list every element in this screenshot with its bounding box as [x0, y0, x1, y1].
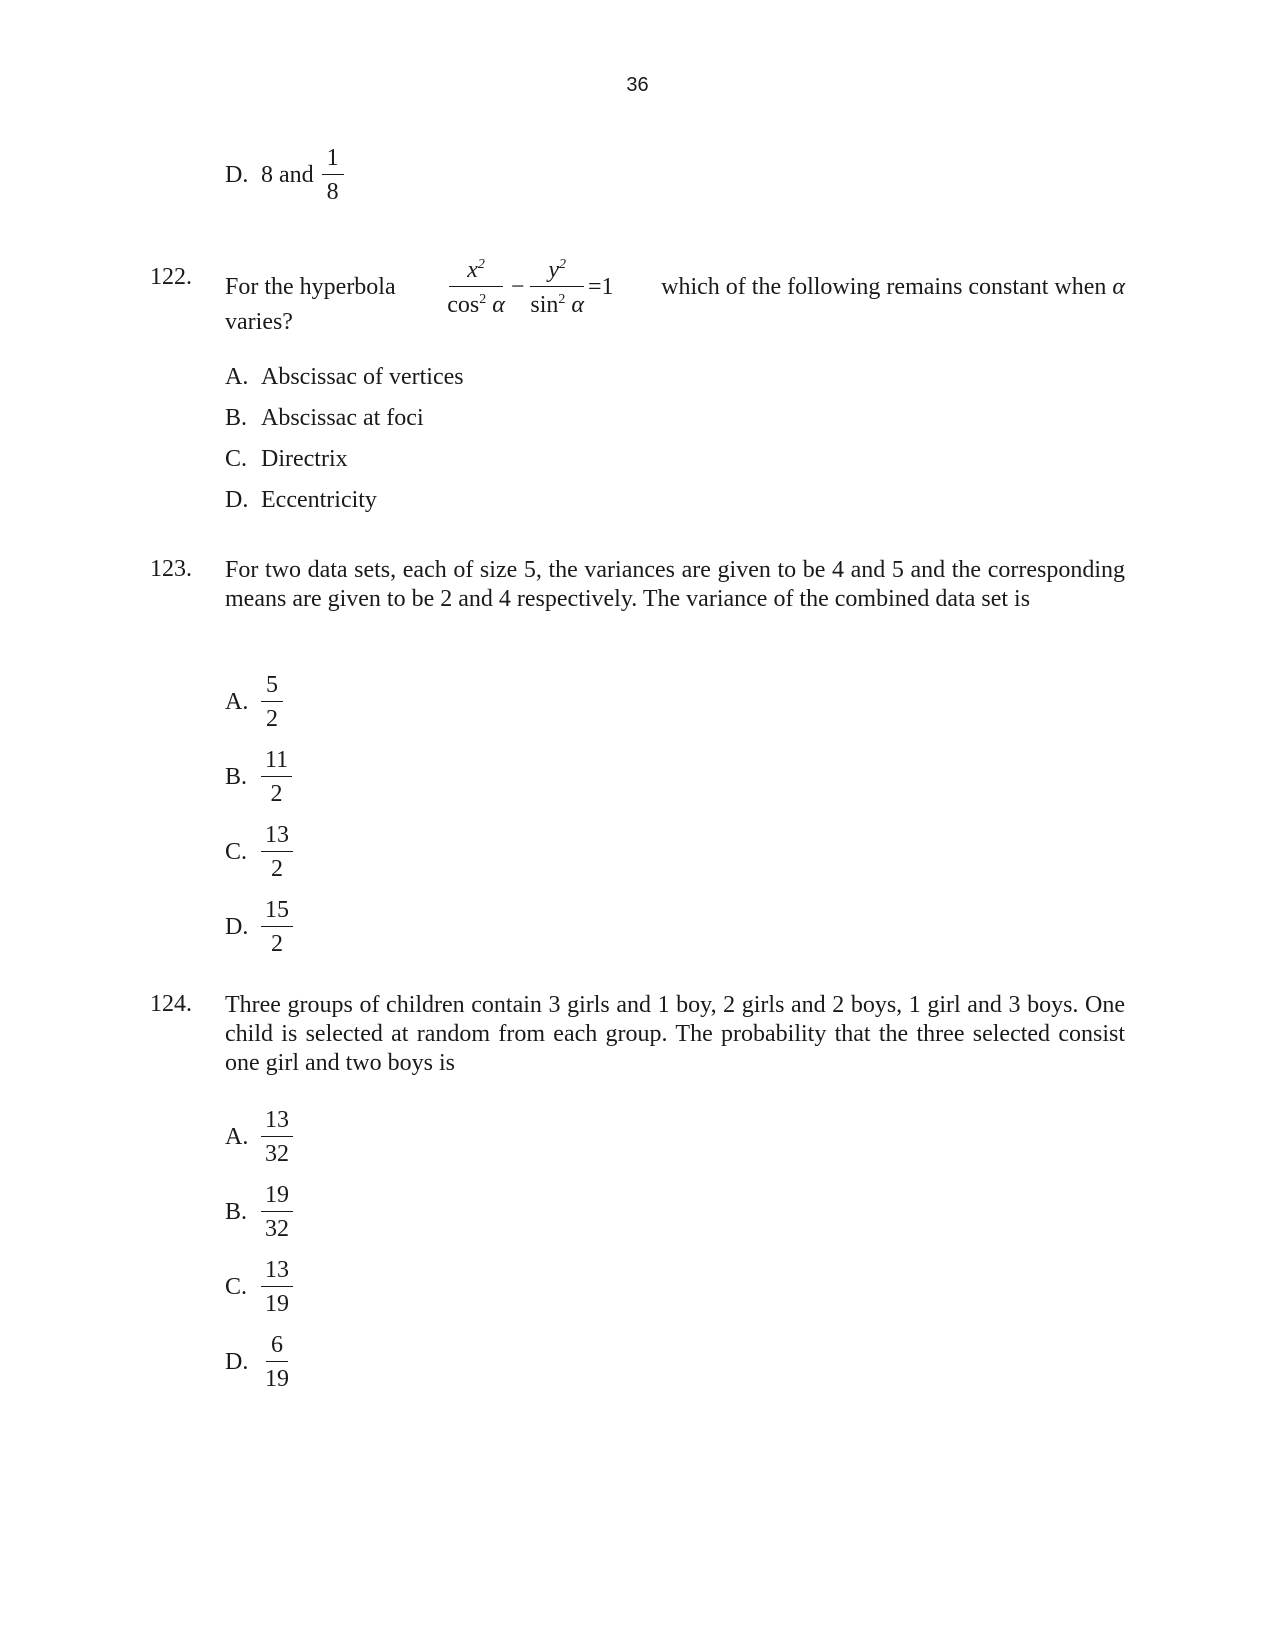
fraction-numerator: 1 [322, 146, 344, 175]
fraction-denominator: $\sin^2 \alpha$ [530, 292, 584, 318]
fraction-denominator: 19 [265, 1366, 289, 1392]
option-letter: A. [225, 1123, 249, 1150]
option-fraction [261, 898, 293, 956]
fraction-denominator: $\cos^2 \alpha$ [447, 292, 505, 318]
option-text: 8 and [261, 161, 314, 188]
question-number-122: 122. [150, 264, 192, 290]
fraction-denominator: 8 [326, 179, 339, 205]
equation-rhs: =1 [588, 274, 614, 300]
option-fraction [261, 1183, 293, 1241]
option-letter: C. [225, 446, 248, 472]
fraction-numerator: 6 [266, 1333, 288, 1362]
page-number: 36 [626, 74, 649, 96]
q123-option-a [225, 673, 283, 731]
hyperbola-equation [443, 258, 613, 317]
prev-option-d [225, 146, 344, 204]
fraction-numerator: 13 [261, 1108, 293, 1137]
option-letter: D. [225, 1348, 249, 1375]
option-text: Abscissac at foci [261, 405, 424, 431]
q124-option-c [225, 1258, 293, 1316]
option-text: Directrix [261, 446, 348, 472]
question-122-text-after: which of the following remains constant when α [661, 274, 1125, 300]
fraction-denominator: 2 [266, 706, 278, 732]
question-123-text: For two data sets, each of size 5, the variances are given to be 4 and 5 and the corresponding means are given to be 2 and 4 respectively. The variance of the combined data set is [225, 557, 1125, 612]
option-letter: C. [225, 1273, 248, 1300]
fraction-denominator: 19 [265, 1291, 289, 1317]
option-fraction [261, 748, 292, 806]
fraction-denominator: 32 [265, 1141, 289, 1167]
q124-option-d [225, 1333, 293, 1391]
option-text: Abscissac of vertices [261, 364, 464, 390]
question-122-text-line2: varies? [225, 309, 293, 335]
option-letter: D. [225, 161, 249, 188]
question-122-text-before: For the hyperbola [225, 274, 396, 300]
fraction-numerator: 5 [261, 673, 283, 702]
q123-option-b [225, 748, 292, 806]
q122-option-d [225, 487, 377, 514]
fraction-denominator: 32 [265, 1216, 289, 1242]
option-fraction [261, 1108, 293, 1166]
q124-option-a [225, 1108, 293, 1166]
fraction-numerator: $x^2$ [449, 258, 503, 287]
fraction-denominator: 2 [271, 931, 283, 957]
option-fraction [261, 823, 293, 881]
option-letter: B. [225, 1198, 248, 1225]
fraction-numerator: 11 [261, 748, 292, 777]
q122-option-a [225, 364, 464, 391]
equation-minus: − [510, 274, 525, 300]
equation-fraction-y [526, 258, 588, 317]
question-122-text-line1 [225, 258, 1125, 317]
fraction-numerator: $y^2$ [530, 258, 584, 287]
question-number-123: 123. [150, 556, 192, 582]
option-letter: A. [225, 364, 249, 390]
option-letter: D. [225, 913, 249, 940]
fraction-denominator: 2 [271, 856, 283, 882]
alpha-symbol: α [1112, 274, 1125, 300]
option-fraction [322, 146, 344, 204]
question-124-text: Three groups of children contain 3 girls and 1 boy, 2 girls and 2 boys, 1 girl and 3 boys. One child is selected at random from each group. The probability that the three selected consist one girl and two boys is [225, 992, 1125, 1076]
option-fraction [261, 673, 283, 731]
question-number-124: 124. [150, 991, 192, 1017]
fraction-numerator: 13 [261, 1258, 293, 1287]
option-fraction [261, 1258, 293, 1316]
option-letter: B. [225, 405, 248, 431]
equation-fraction-x [443, 258, 509, 317]
q123-option-d [225, 898, 293, 956]
q122-option-c [225, 446, 348, 473]
fraction-denominator: 2 [270, 781, 283, 807]
fraction-numerator: 13 [261, 823, 293, 852]
option-letter: D. [225, 487, 249, 513]
fraction-numerator: 19 [261, 1183, 293, 1212]
option-letter: B. [225, 763, 248, 790]
q123-option-c [225, 823, 293, 881]
fraction-numerator: 15 [261, 898, 293, 927]
option-text: Eccentricity [261, 487, 377, 513]
q124-option-b [225, 1183, 293, 1241]
option-letter: A. [225, 688, 249, 715]
option-letter: C. [225, 838, 248, 865]
q122-option-b [225, 405, 424, 432]
option-fraction [261, 1333, 293, 1391]
